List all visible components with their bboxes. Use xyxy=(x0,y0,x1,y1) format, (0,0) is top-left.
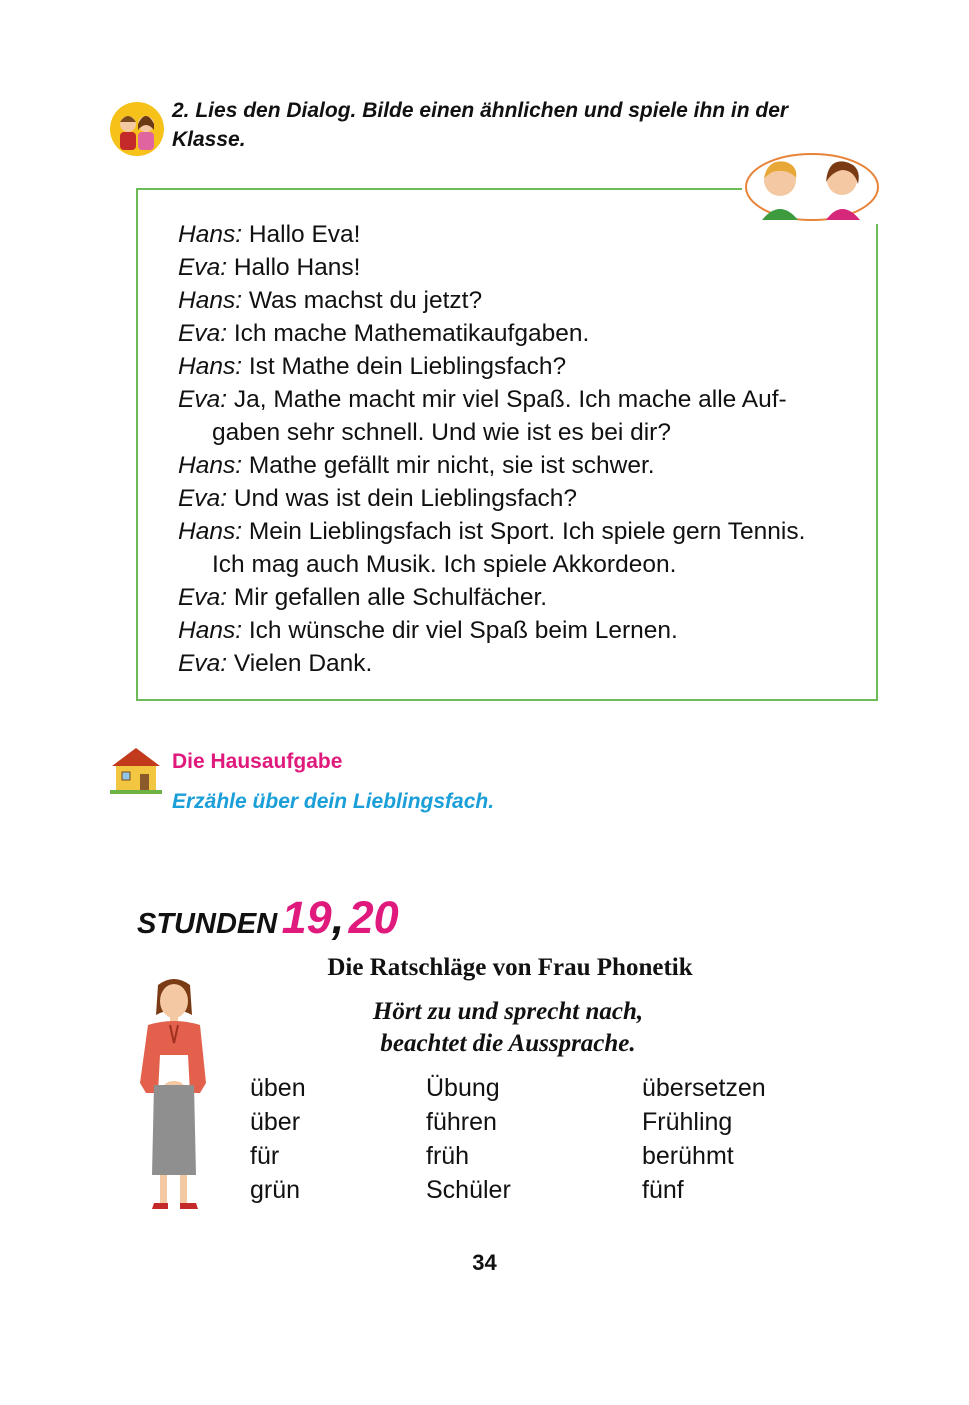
word-cell: über xyxy=(250,1108,301,1136)
dialog-line xyxy=(178,614,878,647)
speaker-name: Hans: xyxy=(178,452,243,479)
dialog-line xyxy=(178,647,878,680)
dialog-line xyxy=(178,581,878,614)
dialog-line xyxy=(178,350,878,383)
dialog-text: Mein Lieblingsfach ist Sport. Ich spiele gern Tennis. xyxy=(248,518,806,545)
dialog-line xyxy=(178,284,878,317)
dialog-text: Mir gefallen alle Schulfächer. xyxy=(233,584,548,611)
dialog-text: Und was ist dein Lieblingsfach? xyxy=(233,485,578,512)
dialog-line xyxy=(178,383,878,449)
lesson-number-2: 20 xyxy=(348,892,399,943)
lesson-title xyxy=(137,892,399,944)
teacher-woman-illustration xyxy=(130,975,220,1215)
speaker-name: Eva: xyxy=(178,650,228,677)
homework-title: Die Hausaufgabe xyxy=(172,750,343,773)
speaker-name: Hans: xyxy=(178,287,243,314)
instruction-line-1: Hört zu und sprecht nach, xyxy=(372,998,644,1025)
dialog-text: Mathe gefällt mir nicht, sie ist schwer. xyxy=(248,452,655,479)
speaker-name: Eva: xyxy=(178,254,228,281)
word-cell: früh xyxy=(426,1142,470,1170)
speaker-name: Hans: xyxy=(178,221,243,248)
pronunciation-word-grid xyxy=(250,1071,850,1207)
dialog-text: Hallo Eva! xyxy=(248,221,361,248)
word-cell: berühmt xyxy=(642,1142,734,1170)
lesson-word: STUNDEN xyxy=(137,908,278,940)
page-number: 34 xyxy=(472,1250,497,1275)
dialog-line xyxy=(178,482,878,515)
word-cell: übersetzen xyxy=(642,1074,766,1102)
dialog-text: Ich wünsche dir viel Spaß beim Lernen. xyxy=(248,617,678,644)
speaker-name: Hans: xyxy=(178,617,243,644)
word-cell: üben xyxy=(250,1074,306,1102)
dialog-text: Was machst du jetzt? xyxy=(248,287,483,314)
lesson-number-1: 19 xyxy=(281,892,332,943)
speaker-name: Eva: xyxy=(178,320,228,347)
dialog-text: Ist Mathe dein Lieblingsfach? xyxy=(248,353,567,380)
word-cell: Schüler xyxy=(426,1176,511,1204)
dialog-text: Vielen Dank. xyxy=(233,650,373,677)
speaker-name: Eva: xyxy=(178,485,228,512)
task-line-1: 2. Lies den Dialog. Bilde einen ähnlichen und spiele ihn in der xyxy=(172,99,789,122)
dialog-line xyxy=(178,317,878,350)
task-line-2: Klasse. xyxy=(172,128,246,151)
speaker-name: Eva: xyxy=(178,386,228,413)
boy-and-girl-icon xyxy=(742,150,882,224)
word-cell: fünf xyxy=(642,1176,684,1204)
speaker-name: Hans: xyxy=(178,518,243,545)
dialog-text: Ja, Mathe macht mir viel Spaß. Ich mache alle Auf- xyxy=(233,386,787,413)
two-children-talking-icon xyxy=(108,100,166,158)
speaker-name: Hans: xyxy=(178,353,243,380)
dialog-line xyxy=(178,251,878,284)
lesson-comma: , xyxy=(331,892,345,943)
instruction xyxy=(200,996,816,1060)
dialog-continuation: Ich mag auch Musik. Ich spiele Akkordeon. xyxy=(212,551,677,578)
speaker-name: Eva: xyxy=(178,584,228,611)
section-subtitle: Die Ratschläge von Frau Phonetik xyxy=(327,954,693,981)
word-cell: Übung xyxy=(426,1074,500,1102)
word-cell: führen xyxy=(426,1108,497,1136)
dialog-continuation: gaben sehr schnell. Und wie ist es bei dir? xyxy=(212,419,671,446)
task-instruction xyxy=(172,96,892,154)
dialog-line xyxy=(178,515,878,581)
dialog-text: Hallo Hans! xyxy=(233,254,361,281)
house-icon xyxy=(108,742,164,798)
instruction-line-2: beachtet die Aussprache. xyxy=(380,1030,636,1057)
homework-text: Erzähle über dein Lieblingsfach. xyxy=(172,790,495,813)
dialog-lines xyxy=(178,218,878,680)
word-cell: grün xyxy=(250,1176,301,1204)
word-cell: für xyxy=(250,1142,280,1170)
dialog-line xyxy=(178,449,878,482)
dialog-line xyxy=(178,218,878,251)
dialog-text: Ich mache Mathematikaufgaben. xyxy=(233,320,590,347)
word-cell: Frühling xyxy=(642,1108,733,1136)
